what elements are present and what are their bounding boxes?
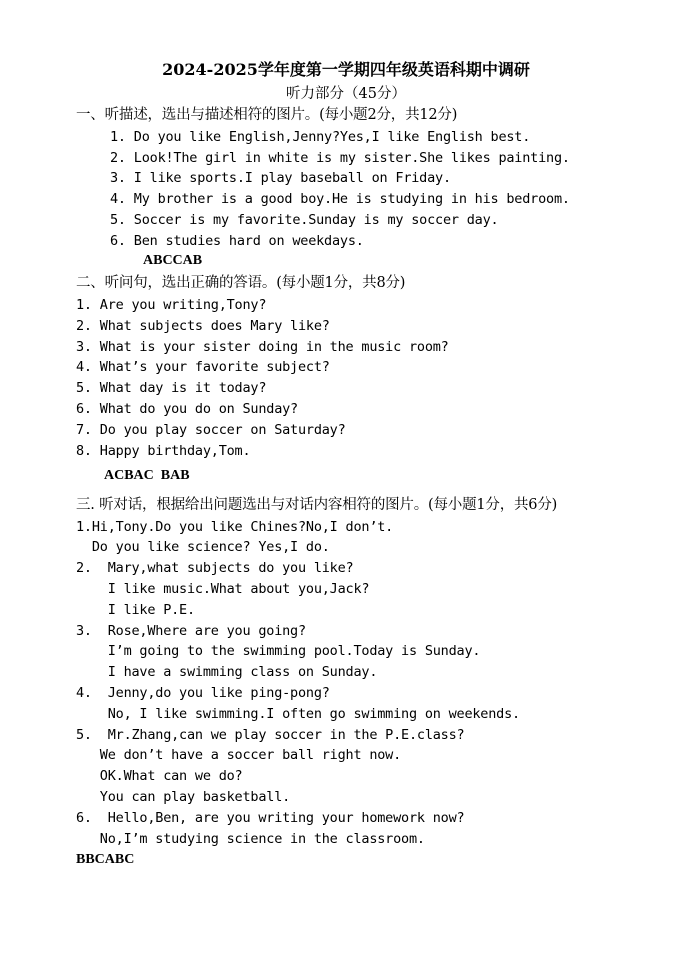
section3-line: 2. Mary,what subjects do you like? [76,560,354,576]
section3-line: OK.What can we do? [76,768,243,784]
section3-line: 4. Jenny,do you like ping-pong? [76,685,330,701]
section3-line: I like music.What about you,Jack? [76,581,370,597]
section3-line: I like P.E. [76,602,195,618]
section1-item: 1. Do you like English,Jenny?Yes,I like English best. [110,129,531,145]
section3-line: We don’t have a soccer ball right now. [76,747,402,763]
section2-item: 5. What day is it today? [76,380,267,396]
section3-heading: 三. 听对话，根据给出问题选出与对话内容相符的图片。(每小题1分，共6分) [76,497,558,513]
section2-item: 6. What do you do on Sunday? [76,401,298,417]
section3-line: You can play basketball. [76,789,291,805]
section2-item: 2. What subjects does Mary like? [76,318,330,334]
section3-line: No,I’m studying science in the classroom. [76,831,425,847]
section2-item: 8. Happy birthday,Tom. [76,443,251,459]
section1-item: 4. My brother is a good boy.He is studying in his bedroom. [110,191,570,207]
section3-line: I’m going to the swimming pool.Today is Sunday. [76,643,481,659]
section2-answer: ACBAC BAB [104,468,190,483]
section1-item: 2. Look!The girl in white is my sister.She likes painting. [110,150,570,166]
section3-line: I have a swimming class on Sunday. [76,664,378,680]
section3-line: 3. Rose,Where are you going? [76,623,306,639]
section3-line: 5. Mr.Zhang,can we play soccer in the P.E.class? [76,727,465,743]
section2-item: 1. Are you writing,Tony? [76,297,267,313]
section2-item: 3. What is your sister doing in the music room? [76,339,449,355]
section1-answer: ABCCAB [143,253,203,268]
section2-item: 7. Do you play soccer on Saturday? [76,422,346,438]
section3-line: 1.Hi,Tony.Do you like Chines?No,I don’t. [76,519,394,535]
section3-answer: BBCABC [76,852,135,867]
section1-item: 5. Soccer is my favorite.Sunday is my soccer day. [110,212,499,228]
section3-line: 6. Hello,Ben, are you writing your homework now? [76,810,465,826]
section3-line: No, I like swimming.I often go swimming on weekends. [76,706,520,722]
section1-item: 3. I like sports.I play baseball on Friday. [110,170,451,186]
section2-item: 4. What’s your favorite subject? [76,359,330,375]
section1-heading: 一、听描述，选出与描述相符的图片。(每小题2分，共12分) [76,107,458,123]
section3-line: Do you like science? Yes,I do. [76,539,330,555]
section1-item: 6. Ben studies hard on weekdays. [110,233,364,249]
document-subtitle: 听力部分（45分） [286,86,406,102]
document-title: 2024-2025学年度第一学期四年级英语科期中调研 [162,60,530,79]
section2-heading: 二、听问句，选出正确的答语。(每小题1分，共8分) [76,275,406,291]
